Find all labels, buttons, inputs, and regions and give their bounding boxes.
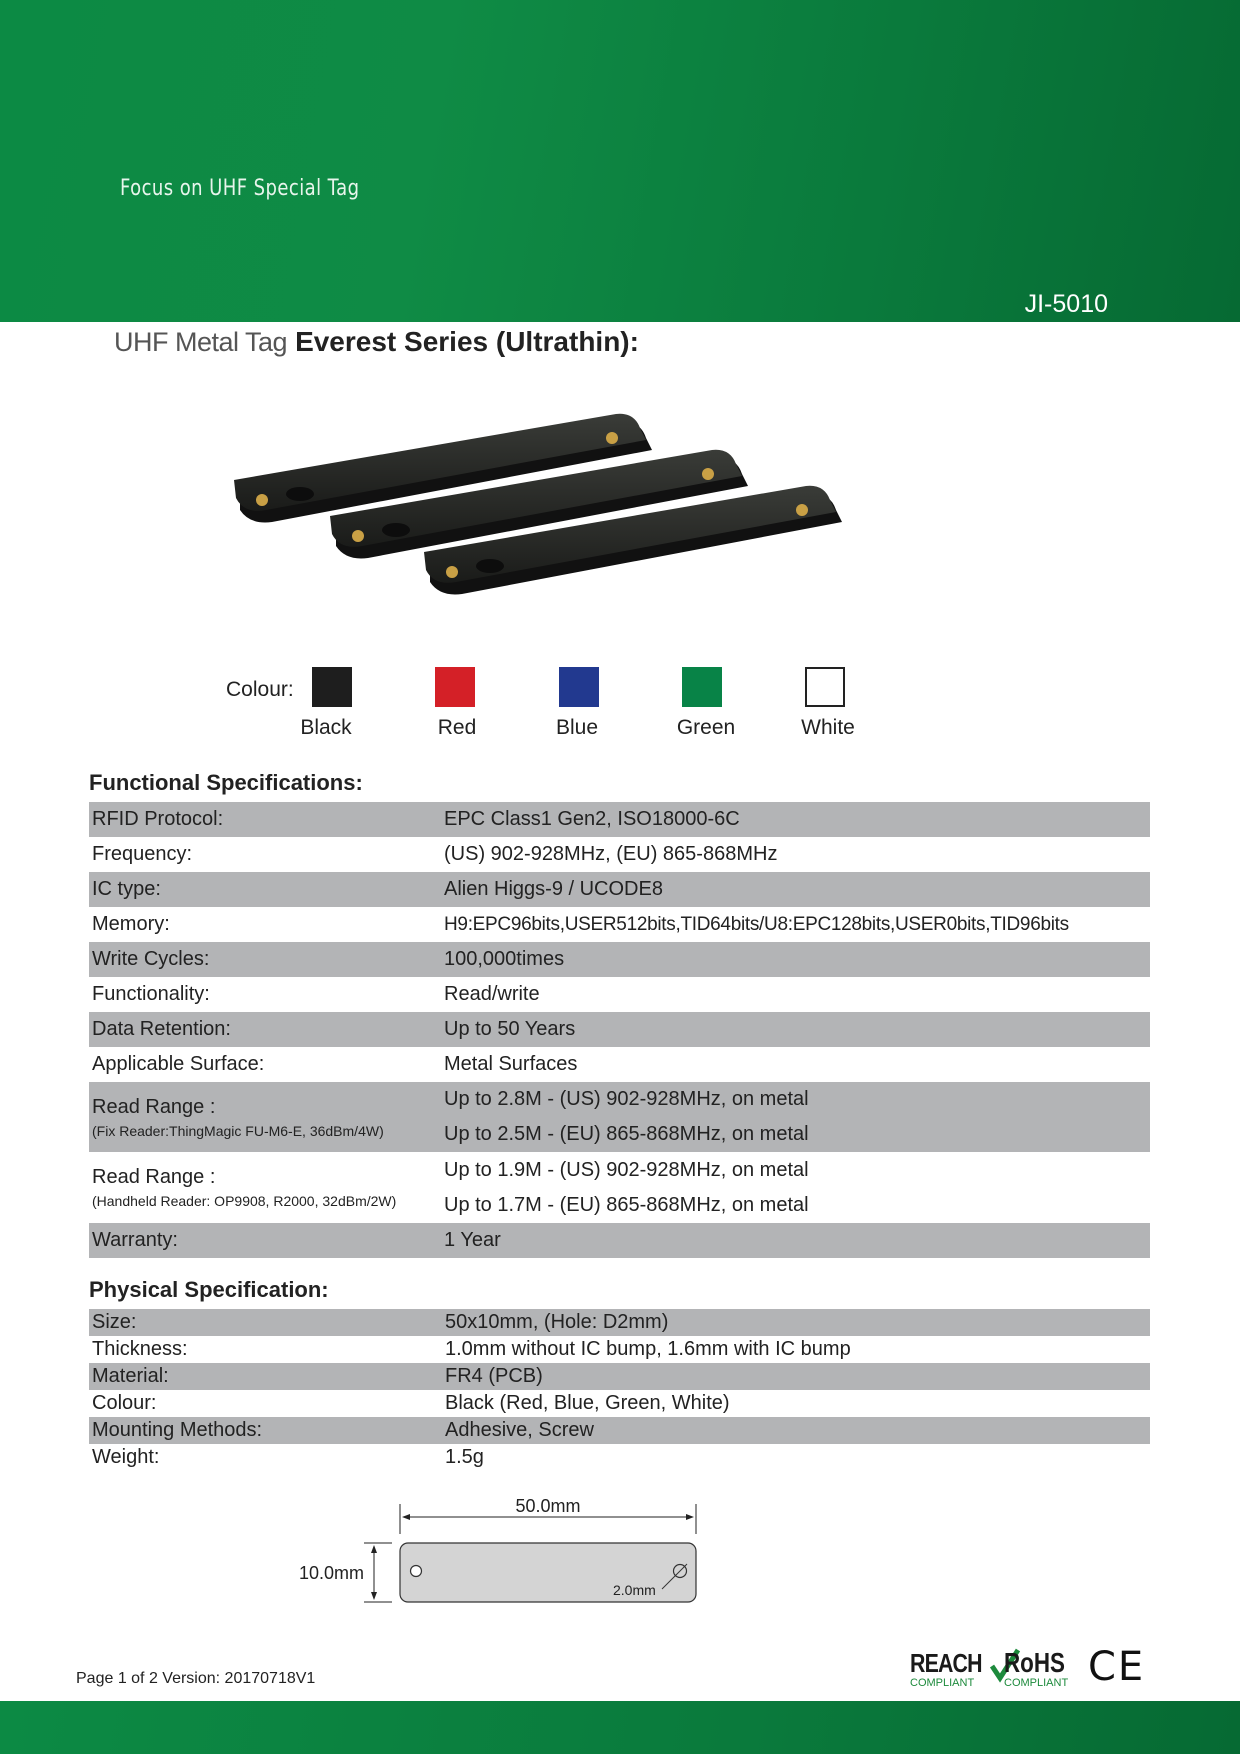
table-row bbox=[89, 942, 1150, 977]
table-row bbox=[89, 977, 1150, 1012]
colour-label: Colour: bbox=[226, 678, 294, 701]
table-row bbox=[89, 1390, 1150, 1417]
spec-label: Warranty: bbox=[92, 1229, 178, 1251]
spec-value: EPC Class1 Gen2, ISO18000-6C bbox=[444, 808, 740, 830]
spec-label-note: (Handheld Reader: OP9908, R2000, 32dBm/2W) bbox=[92, 1193, 397, 1209]
physical-spec-table bbox=[89, 1309, 1150, 1471]
spec-label-main: Read Range : bbox=[92, 1095, 216, 1118]
spec-value: H9:EPC96bits,USER512bits,TID64bits/U8:EPC128bits,USER0bits,TID96bits bbox=[444, 913, 1069, 935]
swatch-red bbox=[435, 667, 475, 707]
width-arrow-left bbox=[402, 1514, 410, 1520]
swatch-label-red: Red bbox=[437, 716, 477, 739]
height-arrow-top bbox=[371, 1545, 377, 1553]
table-row bbox=[89, 802, 1150, 837]
reach-logo-sub: COMPLIANT bbox=[910, 1677, 975, 1689]
spec-label: Size: bbox=[92, 1311, 137, 1333]
footer-page-version: Page 1 of 2 Version: 20170718V1 bbox=[76, 1670, 316, 1687]
spec-label: Functionality: bbox=[92, 983, 210, 1005]
spec-value-line: Up to 2.5M - (EU) 865-868MHz, on metal bbox=[444, 1123, 809, 1145]
spec-label: Data Retention: bbox=[92, 1018, 231, 1040]
title-category: UHF Metal Tag bbox=[114, 327, 288, 357]
spec-label: RFID Protocol: bbox=[92, 808, 224, 830]
spec-value: Adhesive, Screw bbox=[445, 1419, 594, 1441]
table-row bbox=[89, 1444, 1150, 1471]
footer-banner bbox=[0, 1701, 1240, 1754]
spec-value: 1 Year bbox=[444, 1229, 501, 1251]
table-row bbox=[89, 1417, 1150, 1444]
rohs-logo bbox=[990, 1648, 1070, 1689]
product-photo bbox=[220, 410, 860, 630]
reach-logo bbox=[910, 1648, 980, 1689]
spec-label: Mounting Methods: bbox=[92, 1419, 263, 1441]
spec-value bbox=[444, 1153, 1150, 1223]
spec-value-line: Up to 2.8M - (US) 902-928MHz, on metal bbox=[444, 1088, 809, 1110]
rohs-logo-sub: COMPLIANT bbox=[1004, 1677, 1069, 1689]
height-arrow-bottom bbox=[371, 1592, 377, 1600]
spec-label: Material: bbox=[92, 1365, 169, 1387]
spec-value: FR4 (PCB) bbox=[445, 1365, 543, 1387]
functional-spec-table bbox=[89, 802, 1150, 1258]
table-row bbox=[89, 1223, 1150, 1258]
spec-value: 1.0mm without IC bump, 1.6mm with IC bump bbox=[445, 1338, 851, 1360]
swatch-blue bbox=[559, 667, 599, 707]
swatch-label-green: Green bbox=[676, 716, 736, 739]
table-row bbox=[89, 1336, 1150, 1363]
spec-label: Applicable Surface: bbox=[92, 1053, 265, 1075]
header-banner bbox=[0, 0, 1240, 322]
spec-value: 100,000times bbox=[444, 948, 565, 970]
spec-value: Read/write bbox=[444, 983, 540, 1005]
spec-value: Black (Red, Blue, Green, White) bbox=[445, 1392, 730, 1414]
table-row bbox=[89, 1363, 1150, 1390]
spec-label: Weight: bbox=[92, 1446, 160, 1468]
model-number: JI-5010 bbox=[1024, 290, 1108, 318]
table-row bbox=[89, 1152, 1150, 1223]
spec-label bbox=[89, 1096, 444, 1139]
spec-label: Frequency: bbox=[92, 843, 193, 865]
spec-value: 50x10mm, (Hole: D2mm) bbox=[445, 1311, 669, 1333]
table-row bbox=[89, 1309, 1150, 1336]
spec-label-note: (Fix Reader:ThingMagic FU-M6-E, 36dBm/4W) bbox=[92, 1122, 384, 1139]
spec-label bbox=[89, 1166, 444, 1209]
page-title bbox=[114, 326, 639, 358]
spec-value bbox=[444, 1082, 1150, 1152]
functional-spec-title: Functional Specifications: bbox=[89, 770, 363, 795]
table-row bbox=[89, 872, 1150, 907]
hole-left bbox=[411, 1566, 422, 1577]
hole-label: 2.0mm bbox=[613, 1582, 656, 1598]
ce-mark: CE bbox=[1088, 1644, 1146, 1690]
swatch-black bbox=[312, 667, 352, 707]
spec-value: Up to 50 Years bbox=[444, 1018, 576, 1040]
spec-value-line: Up to 1.7M - (EU) 865-868MHz, on metal bbox=[444, 1193, 809, 1216]
rohs-logo-text: RoHS bbox=[1004, 1647, 1065, 1678]
swatch-white bbox=[805, 667, 845, 707]
width-arrow-right bbox=[686, 1514, 694, 1520]
swatch-label-black: Black bbox=[300, 716, 352, 739]
swatch-green bbox=[682, 667, 722, 707]
spec-label: Colour: bbox=[92, 1392, 157, 1414]
spec-label: Write Cycles: bbox=[92, 948, 210, 970]
table-row bbox=[89, 907, 1150, 942]
table-row bbox=[89, 1047, 1150, 1082]
physical-spec-title: Physical Specification: bbox=[89, 1277, 329, 1302]
spec-value-line: Up to 1.9M - (US) 902-928MHz, on metal bbox=[444, 1158, 809, 1181]
swatch-label-white: White bbox=[801, 716, 855, 739]
table-row bbox=[89, 1082, 1150, 1152]
reach-logo-text: REACH bbox=[910, 1648, 982, 1678]
spec-value: 1.5g bbox=[445, 1446, 484, 1468]
spec-label: Thickness: bbox=[92, 1338, 188, 1360]
spec-value: Alien Higgs-9 / UCODE8 bbox=[444, 878, 663, 900]
table-row bbox=[89, 837, 1150, 872]
spec-value: Metal Surfaces bbox=[444, 1053, 578, 1075]
spec-label: IC type: bbox=[92, 878, 161, 900]
width-label: 50.0mm bbox=[515, 1496, 581, 1516]
dimension-drawing bbox=[290, 1490, 710, 1610]
table-row bbox=[89, 1012, 1150, 1047]
spec-label: Memory: bbox=[92, 913, 170, 935]
height-label: 10.0mm bbox=[299, 1563, 365, 1583]
spec-label-main: Read Range : bbox=[92, 1166, 216, 1188]
spec-value: (US) 902-928MHz, (EU) 865-868MHz bbox=[444, 843, 778, 865]
banner-slogan: Focus on UHF Special Tag bbox=[120, 176, 360, 201]
title-series: Everest Series (Ultrathin): bbox=[295, 326, 639, 357]
swatch-label-blue: Blue bbox=[555, 716, 599, 739]
